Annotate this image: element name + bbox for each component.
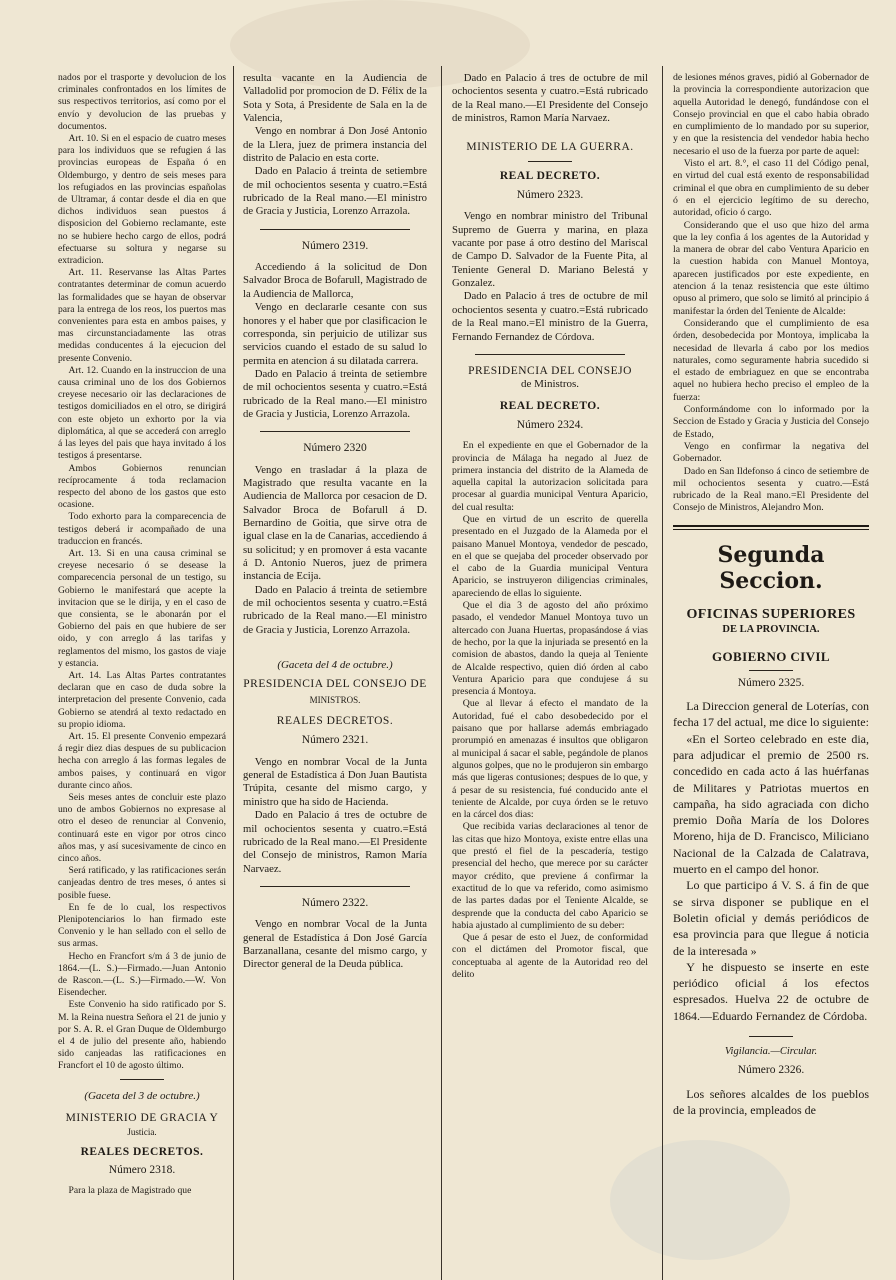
presidency-heading: PRESIDENCIA DEL CONSEJO DE — [243, 678, 427, 691]
decree-number: Número 2326. — [737, 1064, 805, 1077]
paragraph: Todo exhorto para la comparecencia de testigos deberá ir acompañado de una traduccion en francés. — [58, 511, 226, 547]
paragraph: Que en virtud de un escrito de querella presentado en el Juzgado de la Alameda por el paisano Manuel Montoya, vendedor de pescado, en el que se quejaba del proceder observado por el cabo de la Guardia municipal Ventura Aparicio, se instruyeron diligencias criminales, apareciendo de ellas lo siguiente. — [452, 514, 648, 599]
column-divider — [233, 66, 234, 1280]
article-12: Art. 12. Cuando en la instruccion de una causa criminal uno de los dos Gobiernos creyese necesario oir las declaraciones de testigos domiciliados en el otro, se dirigirá con este objeto un exhorto por la via diplomática, al que se accederá con arreglo á las leyes del pais que haya invitado á los testigos á presentarse. — [58, 364, 226, 462]
paragraph: Que á pesar de esto el Juez, de conformidad con el dictámen del Promotor fiscal, que conceptuaba al agente de la Autoridad reo del delito — [452, 932, 648, 980]
separator — [120, 1079, 164, 1080]
decrees-heading: REALES DECRETOS. — [80, 1146, 204, 1159]
paragraph: Considerando que el cumplimiento de esa órden, desobedecida por Montoya, implicaba la necesidad de llevarla á cabo por los medios naturales, como seguramente habria sucedido si el estado de embriaguez en que se encontraba aquel no hubiera hecho preciso el empleo de la fuerza: — [673, 317, 869, 403]
paragraph: resulta vacante en la Audiencia de Valladolid por promocion de D. Félix de la Sota y Sota, á Presidente de Sala en la de Valencia, — [243, 72, 427, 125]
separator — [749, 1036, 793, 1037]
decree-heading: REAL DECRETO. — [499, 399, 601, 412]
column-divider — [441, 66, 442, 1280]
paragraph: Vengo en confirmar la negativa del Gobernador. — [673, 440, 869, 465]
paragraph: Vengo en declararle cesante con sus honores y el haber que por clasificacion le corresponda, sin perjuicio de utilizar sus servicios cuando el estado de su salud lo permita en atencion á su dilatada carrera. — [243, 301, 427, 367]
paragraph: Vengo en nombrar á Don José Antonio de la Llera, juez de primera instancia del distrito de Palacio en esta corte. — [243, 125, 427, 165]
paragraph: Que el dia 3 de agosto del año próximo pasado, el vendedor Manuel Montoya tuvo un altercado con Juana Huertas, propasándose á vias de hecho, por la que la injuriada se presentó en la comision de abastos, dando la queja al Teniente de Alcalde respectivo, quien dió órden al cabo Ventura Aparicio para que condujese á su presencia á Montoya. — [452, 600, 648, 698]
column-divider — [662, 66, 663, 1280]
decree-number: Número 2323. — [516, 189, 584, 202]
decree-number: Número 2318. — [108, 1164, 176, 1177]
offices-subheading: DE LA PROVINCIA. — [722, 624, 820, 636]
paragraph: Será ratificado, y las ratificaciones serán canjeadas dentro de tres meses, ó antes si posible fuese. — [58, 865, 226, 901]
section-title: Segunda Seccion. — [717, 541, 825, 594]
separator — [475, 354, 625, 355]
paragraph: Seis meses antes de concluir este plazo uno de ambos Gobiernos no expresase al otro el deseo de renunciar al Convenio, continuará este en vigor por otros cinco años mas, y así sucesivamente de cinco en cinco años. — [58, 791, 226, 864]
paragraph: Vengo en nombrar Vocal de la Junta general de Estadística á Don Juan Bautista Trúpita, cesante del mismo cargo, y ministro que ha sido de Hacienda. — [243, 755, 427, 808]
offices-heading: OFICINAS SUPERIORES — [686, 606, 856, 622]
decree-number: Número 2325. — [737, 676, 805, 689]
section-rule — [673, 525, 869, 530]
presidency-heading: PRESIDENCIA DEL CONSEJO — [468, 364, 632, 377]
presidency-subheading: de Ministros. — [520, 378, 580, 391]
paragraph: Visto el art. 8.°, el caso 11 del Código penal, en virtud del cual está exento de responsabilidad criminal el que obra en cumplimiento de su deber ó en el ejercicio legítimo de su derecho, autoridad, oficio ó cargo. — [673, 158, 869, 219]
ministry-heading: MINISTERIO DE GRACIA Y — [65, 1111, 219, 1124]
paragraph: La Direccion general de Loterías, con fecha 17 del actual, me dice lo siguiente: — [673, 699, 869, 730]
decree-number: Número 2324. — [516, 418, 584, 431]
notice-2325-body — [673, 698, 869, 1024]
article-10: Art. 10. Si en el espacio de cuatro meses para los individuos que se refugien á las provincias europeas de España ó en Oldemburgo, y dentro de seis meses para los refugiados en las provincias españolas de Ultramar, á contar desde el dia en que dichos individuos sean puestos á disposicion del Gobierno reclamante, este no se hubiere hecho cargo de ellos, podrá efectuarse su soltura y negarse su extradicion. — [58, 133, 226, 267]
separator — [528, 161, 572, 162]
paragraph: Lo que participo á V. S. á fin de que se sirva disponer se publique en el Boletin oficial y demás periódicos de esa provincia para que llegue á noticia de la interesada » — [673, 878, 869, 958]
paragraph: Dado en Palacio á tres de octubre de mil ochocientos sesenta y cuatro.=Está rubricado de la Real mano.—El Presidente del Consejo de ministros, Ramon María Narvaez. — [243, 809, 427, 875]
column-3 — [452, 72, 648, 1280]
ministry-subheading: Justicia. — [127, 1127, 157, 1138]
decree-number: Número 2322. — [301, 896, 369, 909]
paragraph: En el expediente en que el Gobernador de la provincia de Málaga ha negado al Juez de primera instancia del distrito de la Alameda de aquella capital la autorizacion solicitada para procesar al guardia municipal Ventura Aparicio, del cual resulta: — [452, 440, 648, 513]
paragraph: Ambos Gobiernos renuncian recíprocamente á toda reclamacion respecto del abono de los gastos que esto ocasione. — [58, 462, 226, 511]
paragraph: Y he dispuesto se inserte en este periódico oficial á los efectos espresados. Huelva 22 de octubre de 1864.—Eduardo Fernandez de Córdoba. — [673, 959, 869, 1023]
decree-2324-body — [452, 440, 648, 981]
signature-line: Hecho en Francfort s/m á 3 de junio de 1864.—(L. S.)—Firmado.—Juan Antonio de Rascon.—(L. S.)—Firmado.—W. Von Eisendecher. — [58, 950, 226, 999]
paragraph: Conformándome con lo informado por la Seccion de Estado y Gracia y Justicia del Consejo de Estado, — [673, 404, 869, 440]
paragraph: Considerando que el uso que hizo del arma que la ley confia á los agentes de la Autoridad y la manera de obrar del cabo Ventura Aparicio en la cuestion habida con Manuel Montoya, aparecen justificados por este expediente, en atencion á la tenaz resistencia que este último opuso al primero, que solo se limitó al principio á manifestar la órden del Teniente de Alcalde: — [673, 219, 869, 317]
paragraph: «En el Sorteo celebrado en este dia, para adjudicar el premio de 2500 rs. concedido en cada acto á las huérfanas de Militares y Patriotas muertos en campaña, ha sido agraciada con dicho premio Doña María de los Dolores Moreno, hija de D. Francisco, Miliciano Nacional de la Calzada de Calatrava, muerto en el campo del honor. — [673, 731, 869, 877]
decree-heading: REAL DECRETO. — [499, 169, 601, 182]
presidency-subheading: MINISTROS. — [309, 694, 361, 705]
paragraph: Vengo en nombrar Vocal de la Junta general de Estadística á Don José García Barzanallana, cesante del mismo cargo, y Director general de la Deuda pública. — [243, 918, 427, 971]
paragraph: Los señores alcaldes de los pueblos de la provincia, empleados de — [673, 1086, 869, 1117]
paragraph: Accediendo á la solicitud de Don Salvador Broca de Bofarull, Magistrado de la Audiencia de Mallorca, — [243, 261, 427, 300]
decrees-heading: REALES DECRETOS. — [276, 715, 394, 728]
article-15: Art. 15. El presente Convenio empezará á regir diez dias despues de su publicacion hecha con arreglo á las formas legales de ambos paises, y continuará en vigor durante cinco años. — [58, 730, 226, 791]
paragraph: Dado en Palacio á treinta de setiembre de mil ochocientos sesenta y cuatro.=Está rubricado de la Real mano.—El ministro de Gracia y Justicia, Lorenzo Arrazola. — [243, 165, 427, 218]
paragraph: Que al llevar á efecto el mandato de la Autoridad, fué el cabo desobedecido por el paisano que por hallarse además embriagado prorumpió en amenazas é insultos que obligaron al municipal á sacar el sable, pegándole de planos algunos golpes, que no le produjeron sin embargo más que ligeras contusiones; despues de lo que, y á pesar de su resistencia, fué conducido ante el teniente de Alcalde, por cuya órden se le retuvo en la cárcel dos dias: — [452, 698, 648, 821]
decree-2324-continued — [673, 72, 869, 515]
decree-number: Número 2319. — [301, 239, 369, 252]
circular-heading: Vigilancia.—Circular. — [724, 1046, 818, 1057]
paragraph: de lesiones ménos graves, pidió al Gobernador de la provincia la correspondiente autorizacion que aquella Autoridad le denegó, fundándose con el Consejo provincial en que el cabo habia obrado en cumplimiento de lo mandado por su superior, y en que la resistencia del vendedor habia hecho necesario el uso de la fuerza por parte de aquel: — [673, 72, 869, 157]
paragraph: Vengo en trasladar á la plaza de Magistrado que resulta vacante en la Audiencia de Mallorca por cesacion de D. Salvador Broca de Bofarull á D. Bernardino de Goitia, que sirve otra de igual clase en la de Canarias, accediendo á su solicitud; y en promover á esta vacante á D. Antonio Nueros, juez de primera instancia de Ecija. — [243, 463, 427, 583]
separator — [260, 886, 410, 887]
paragraph: Para la plaza de Magistrado que — [68, 1184, 192, 1196]
article-13: Art. 13. Si en una causa criminal se creyese necesario ó se desease la comparecencia personal de un testigo, su Gobierno le manifestará que acepte la invitacion que se le dirija, y en el caso de que consienta, se le abonarán por el Gobierno del pais en que hubiere de ser oido, y con arreglo á las tarifas y reglamentos del mismo, los gastos de viaje y estancia. — [58, 547, 226, 669]
article-14: Art. 14. Las Altas Partes contratantes declaran que en caso de duda sobre la interpretacion del presente Convenio, cada Gobierno se atendrá al texto redactado en su propio idioma. — [58, 669, 226, 730]
ministry-heading: MINISTERIO DE LA GUERRA. — [466, 141, 634, 154]
paragraph: Dado en Palacio á tres de octubre de mil ochocientos sesenta y cuatro.=Está rubricado de la Real mano.—El Presidente del Consejo de ministros, Ramon María Narvaez. — [452, 72, 648, 125]
ratification-note: Este Convenio ha sido ratificado por S. M. la Reina nuestra Señora el 21 de junio y por S. A. R. el Gran Duque de Oldemburgo el 4 de julio del presente año, habiendo sido canjeadas las ratificaciones en Francfort el 10 de agosto último. — [58, 999, 226, 1072]
gaceta-date: (Gaceta del 4 de octubre.) — [277, 659, 393, 672]
decree-number: Número 2320 — [303, 442, 367, 455]
paragraph: Dado en Palacio á treinta de setiembre de mil ochocientos sesenta y cuatro.=Está rubricado de la Real mano.—El ministro de Gracia y Justicia, Lorenzo Arrazola. — [243, 367, 427, 420]
paragraph: Dado en San Ildefonso á cinco de setiembre de mil ochocientos sesenta y cuatro.—Está rubricado de la Real mano.=El Presidente del Consejo de Ministros, Alejandro Mon. — [673, 465, 869, 514]
civil-government-heading: GOBIERNO CIVIL — [712, 649, 830, 665]
paragraph: Vengo en nombrar ministro del Tribunal Supremo de Guerra y marina, en plaza vacante por pase á otro destino del Mariscal de Campo D. Salvador de la Fuente Pita, al Teniente General D. Mariano Belestá y Gonzalez. — [452, 210, 648, 290]
paragraph: Dado en Palacio á tres de octubre de mil ochocientos sesenta y cuatro.=Está rubricado de la Real mano.=El ministro de la Guerra, Fernando Fernandez de Córdova. — [452, 290, 648, 343]
column-1 — [58, 72, 226, 1280]
paragraph: nados por el trasporte y devolucion de los criminales confrontados en los límites de sus respectivos territorios, así como por el envío y devolucion de las pruebas y documentos. — [58, 72, 226, 132]
gaceta-date: (Gaceta del 3 de octubre.) — [84, 1089, 200, 1102]
paragraph: Dado en Palacio á treinta de setiembre de mil ochocientos sesenta y cuatro.=Está rubricado de la Real mano.—El ministro de Gracia y Justicia, Lorenzo Arrazola. — [243, 583, 427, 636]
paragraph: Que recibida varias declaraciones al tenor de las citas que hizo Montoya, existe entre ellas una que prestó el fiel de la pescadería, testigo presencial del hecho, que merece por su carácter mayor crédito, que previene á confirmar la exactitud de lo que va referido, como asimismo de las partes dadas por el Teniente Alcalde, se desprende que la conducta del cabo Aparicio se habia ajustado al cumplimiento de su deber: — [452, 821, 648, 931]
separator — [260, 431, 410, 432]
decree-number: Número 2321. — [301, 734, 369, 747]
paragraph: En fe de lo cual, los respectivos Plenipotenciarios lo han firmado este Convenio y le han sellado con el sello de sus armas. — [58, 901, 226, 950]
column-4 — [673, 72, 869, 1280]
article-11: Art. 11. Reservanse las Altas Partes contratantes determinar de comun acuerdo las formalidades que se hayan de observar para la entrega de los reos, los puertos mas convenientes para esta en ambos paises, y mas circunstanciadamente las otras medidas conducentes á la ejecucion del presente Convenio. — [58, 267, 226, 364]
separator — [260, 229, 410, 230]
column-2 — [243, 72, 427, 1280]
separator — [749, 670, 793, 671]
